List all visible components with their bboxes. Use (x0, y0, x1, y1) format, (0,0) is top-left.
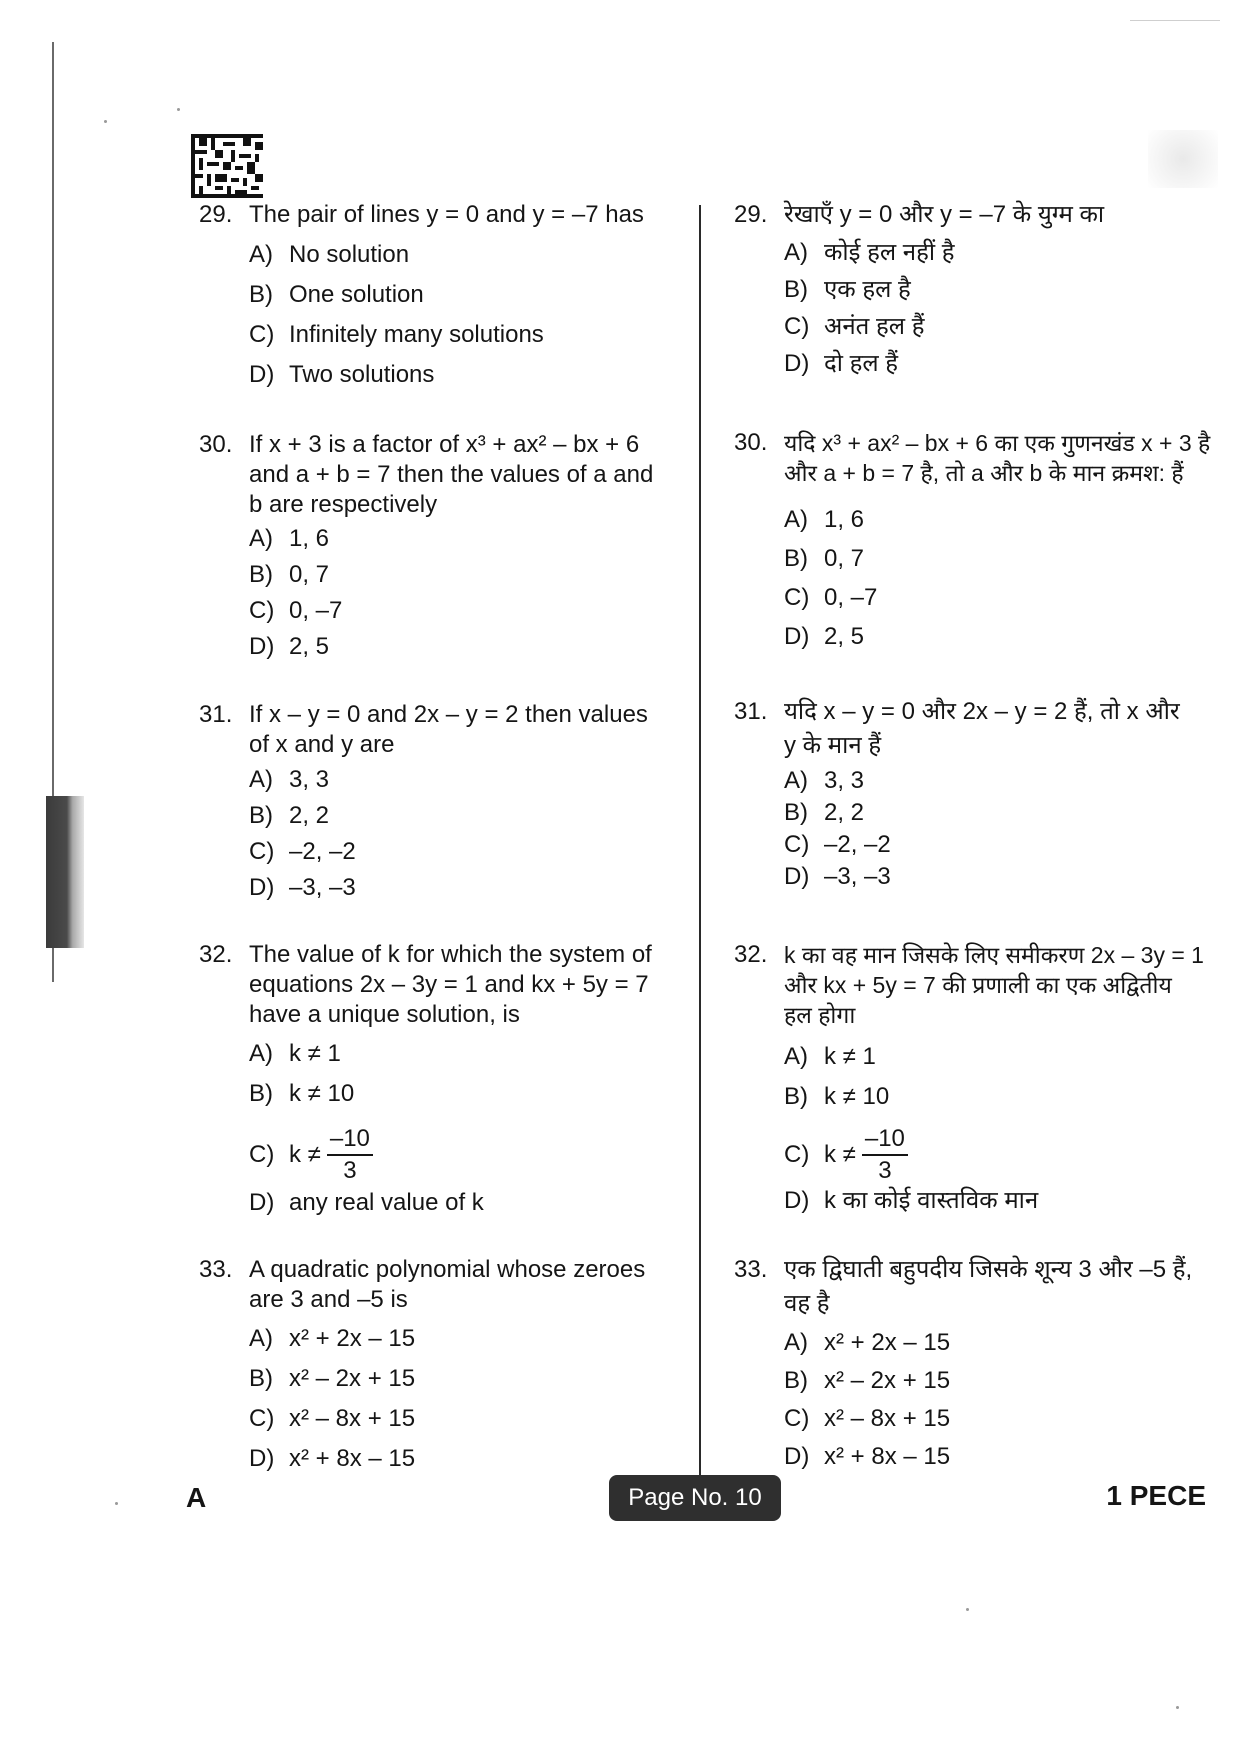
fraction (327, 1124, 373, 1186)
option-letter: C) (784, 584, 810, 611)
option-text: x² + 2x – 15 (824, 1329, 951, 1356)
page-number-badge: Page No. 10 (609, 1475, 781, 1521)
question-33-en (199, 1255, 689, 1472)
option-text: 0, –7 (289, 597, 343, 624)
option-text: कोई हल नहीं है (824, 239, 955, 266)
option-letter: B) (784, 1083, 808, 1110)
option-a (784, 766, 864, 796)
option-c (249, 596, 342, 626)
option-text: k ≠ 1 (824, 1043, 876, 1070)
option-letter: A) (784, 506, 808, 533)
option-text: Two solutions (289, 361, 435, 388)
option-b (249, 1079, 354, 1109)
fraction-numerator: –10 (327, 1124, 373, 1156)
fraction-denominator: 3 (343, 1157, 357, 1184)
option-text: –2, –2 (824, 831, 891, 858)
option-letter: D) (784, 623, 810, 650)
option-text: 2, 2 (824, 799, 865, 826)
option-c (249, 1124, 373, 1186)
scan-speck (177, 108, 180, 111)
option-a (249, 524, 329, 554)
option-text: 1, 6 (824, 506, 865, 533)
option-text: x² – 2x + 15 (824, 1367, 951, 1394)
question-line: एक द्विघाती बहुपदीय जिसके शून्य 3 और –5 हैं, (784, 1256, 1193, 1283)
option-text: x² – 8x + 15 (824, 1405, 951, 1432)
option-text: Infinitely many solutions (289, 321, 544, 348)
option-c (249, 837, 356, 867)
question-line: of x and y are (249, 731, 395, 758)
option-letter: B) (249, 1080, 273, 1107)
question-line: A quadratic polynomial whose zeroes (249, 1256, 646, 1283)
option-letter: A) (249, 241, 273, 268)
option-text: अनंत हल हैं (824, 313, 925, 340)
option-letter: C) (249, 597, 275, 624)
option-letter: C) (784, 831, 810, 858)
option-b (249, 1364, 415, 1394)
fraction-numerator: –10 (862, 1124, 908, 1156)
option-c (784, 830, 891, 860)
question-text (249, 940, 689, 1030)
scan-speck (115, 1502, 118, 1505)
question-line: हल होगा (784, 1002, 856, 1028)
option-letter: A) (249, 1325, 273, 1352)
option-letter: C) (249, 321, 275, 348)
question-line: k का वह मान जिसके लिए समीकरण 2x – 3y = 1 (784, 942, 1204, 968)
question-29-en (199, 200, 689, 388)
option-letter: D) (784, 863, 810, 890)
question-text (784, 1255, 1224, 1319)
option-text: 0, 7 (289, 561, 330, 588)
option-c (784, 312, 924, 342)
option-text: 1, 6 (289, 525, 330, 552)
option-letter: B) (249, 802, 273, 829)
option-text: –3, –3 (289, 874, 356, 901)
option-text: No solution (289, 241, 410, 268)
question-number: 31. (199, 701, 233, 728)
question-29-hi (734, 200, 1224, 377)
question-line: and a + b = 7 then the values of a and (249, 461, 654, 488)
question-text: रेखाएँ y = 0 और y = –7 के युग्म का (784, 201, 1105, 228)
option-text: एक हल है (824, 276, 911, 303)
option-letter: B) (249, 561, 273, 588)
option-text: 2, 5 (289, 633, 330, 660)
option-letter: C) (249, 1405, 275, 1432)
option-c (249, 320, 544, 350)
option-d (249, 1188, 484, 1218)
option-b (784, 275, 911, 305)
option-a (784, 505, 864, 535)
fraction (862, 1124, 908, 1186)
option-text: 0, 7 (824, 545, 865, 572)
option-b (784, 798, 864, 828)
question-text (784, 697, 1224, 761)
option-b (249, 560, 329, 590)
corner-smudge (1148, 130, 1218, 188)
question-number: 30. (734, 429, 768, 456)
option-text: k ≠ 10 (289, 1080, 355, 1107)
question-text (784, 428, 1224, 488)
fraction-prefix: k ≠ (824, 1141, 856, 1168)
fraction-prefix: k ≠ (289, 1141, 321, 1168)
option-text: k ≠ 10 (824, 1083, 890, 1110)
option-letter: A) (249, 525, 273, 552)
fraction-expression (289, 1124, 373, 1186)
question-32-en (199, 940, 689, 1216)
binding-strip (46, 796, 84, 948)
question-line: If x – y = 0 and 2x – y = 2 then values (249, 701, 648, 728)
option-letter: B) (784, 799, 808, 826)
option-letter: A) (784, 1043, 808, 1070)
barcode-qr-icon (190, 134, 264, 198)
question-number: 33. (199, 1256, 233, 1283)
question-text: The pair of lines y = 0 and y = –7 has (249, 201, 644, 228)
option-d (249, 360, 434, 390)
question-number: 33. (734, 1256, 768, 1283)
option-letter: D) (784, 1443, 810, 1470)
option-letter: C) (249, 838, 275, 865)
question-number: 30. (199, 431, 233, 458)
option-b (784, 1366, 950, 1396)
option-text: any real value of k (289, 1189, 484, 1216)
option-d (784, 1186, 1038, 1216)
option-letter: A) (784, 1329, 808, 1356)
option-text: 2, 5 (824, 623, 865, 650)
question-32-hi (734, 940, 1224, 1214)
option-d (784, 349, 898, 379)
option-text: x² + 8x – 15 (289, 1445, 416, 1472)
option-text: 0, –7 (824, 584, 878, 611)
option-b (249, 801, 329, 831)
option-letter: A) (249, 766, 273, 793)
option-letter: D) (784, 350, 810, 377)
option-b (784, 1082, 889, 1112)
option-letter: B) (784, 276, 808, 303)
question-line: The value of k for which the system of (249, 941, 652, 968)
question-line: are 3 and –5 is (249, 1286, 408, 1313)
option-d (784, 622, 864, 652)
question-31-hi (734, 697, 1224, 890)
option-letter: B) (249, 281, 273, 308)
question-text (249, 700, 689, 760)
question-30-hi (734, 428, 1224, 650)
scan-speck (1176, 1706, 1179, 1709)
question-line: equations 2x – 3y = 1 and kx + 5y = 7 (249, 971, 649, 998)
question-text (249, 1255, 689, 1315)
question-30-en (199, 430, 689, 660)
option-text: k ≠ 1 (289, 1040, 341, 1067)
option-letter: D) (249, 633, 275, 660)
option-text: दो हल हैं (824, 350, 899, 377)
scan-speck (104, 120, 107, 123)
set-letter: A (186, 1482, 207, 1513)
question-line: और a + b = 7 है, तो a और b के मान क्रमश: हैं (784, 460, 1184, 486)
column-divider (699, 205, 701, 1475)
option-a (249, 765, 329, 795)
option-b (784, 544, 864, 574)
question-line: If x + 3 is a factor of x³ + ax² – bx + 6 (249, 431, 640, 458)
option-c (249, 1404, 415, 1434)
question-line: और kx + 5y = 7 की प्रणाली का एक अद्वितीय (784, 972, 1172, 998)
question-line: y के मान हैं (784, 732, 882, 759)
option-a (784, 238, 954, 268)
option-c (784, 1124, 908, 1186)
option-text: k का कोई वास्तविक मान (824, 1187, 1039, 1214)
option-d (249, 632, 329, 662)
question-number: 29. (199, 201, 233, 228)
option-d (784, 1442, 950, 1472)
option-text: x² – 8x + 15 (289, 1405, 416, 1432)
option-c (784, 583, 877, 613)
option-letter: C) (249, 1141, 275, 1168)
option-text: x² + 2x – 15 (289, 1325, 416, 1352)
option-letter: A) (784, 239, 808, 266)
question-text (249, 430, 689, 520)
option-d (784, 862, 891, 892)
option-text: 3, 3 (824, 767, 865, 794)
fraction-denominator: 3 (878, 1157, 892, 1184)
fraction-expression (824, 1124, 908, 1186)
option-text: x² + 8x – 15 (824, 1443, 951, 1470)
option-letter: D) (249, 874, 275, 901)
option-b (249, 280, 424, 310)
option-letter: B) (249, 1365, 273, 1392)
option-letter: A) (784, 767, 808, 794)
series-code: 1 PECE (1106, 1480, 1206, 1511)
option-a (249, 1324, 415, 1354)
option-a (249, 1039, 341, 1069)
option-letter: D) (249, 1445, 275, 1472)
option-text: x² – 2x + 15 (289, 1365, 416, 1392)
option-a (784, 1042, 876, 1072)
option-letter: B) (784, 545, 808, 572)
question-number: 32. (734, 941, 768, 968)
option-text: 2, 2 (289, 802, 330, 829)
question-line: b are respectively (249, 491, 438, 518)
question-number: 32. (199, 941, 233, 968)
option-text: 3, 3 (289, 766, 330, 793)
question-line: have a unique solution, is (249, 1001, 520, 1028)
option-c (784, 1404, 950, 1434)
scan-speck (966, 1608, 969, 1611)
option-letter: D) (249, 361, 275, 388)
question-number: 31. (734, 698, 768, 725)
option-letter: C) (784, 1405, 810, 1432)
option-text: –3, –3 (824, 863, 891, 890)
question-line: यदि x³ + ax² – bx + 6 का एक गुणनखंड x + 3 है (784, 430, 1211, 456)
option-letter: D) (784, 1187, 810, 1214)
option-letter: C) (784, 313, 810, 340)
option-a (249, 240, 409, 270)
option-text: One solution (289, 281, 424, 308)
option-letter: A) (249, 1040, 273, 1067)
question-number: 29. (734, 201, 768, 228)
option-letter: B) (784, 1367, 808, 1394)
option-text: –2, –2 (289, 838, 356, 865)
option-d (249, 873, 356, 903)
question-31-en (199, 700, 689, 901)
question-text (784, 940, 1224, 1030)
option-letter: C) (784, 1141, 810, 1168)
option-a (784, 1328, 950, 1358)
question-line: वह है (784, 1290, 830, 1317)
question-line: यदि x – y = 0 और 2x – y = 2 हैं, तो x और (784, 698, 1180, 725)
question-33-hi (734, 1255, 1224, 1470)
option-d (249, 1444, 415, 1474)
option-letter: D) (249, 1189, 275, 1216)
top-scan-line (1130, 20, 1220, 21)
